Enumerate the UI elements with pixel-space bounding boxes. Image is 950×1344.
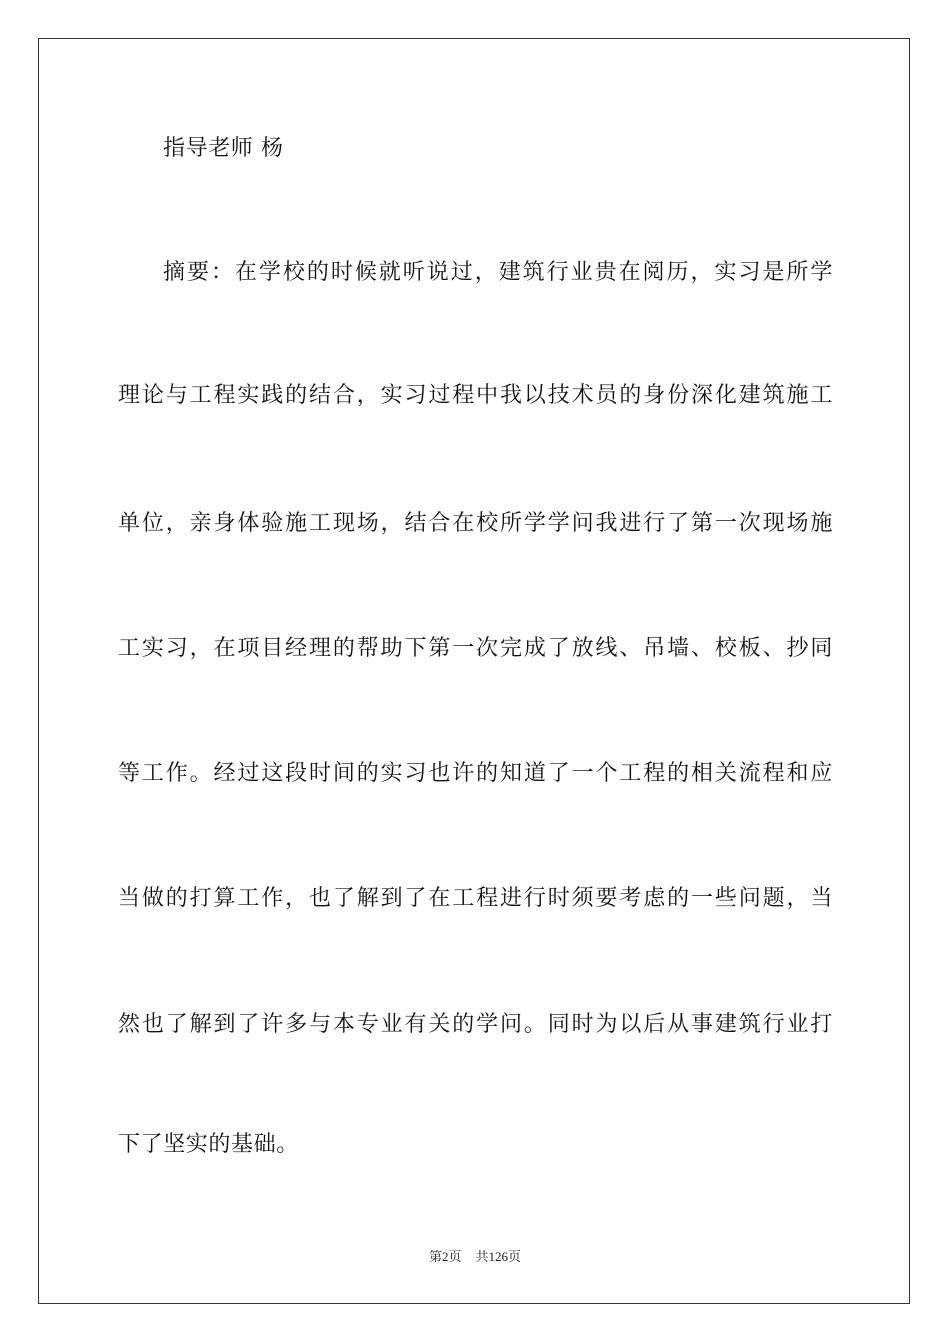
page-border <box>38 38 910 1304</box>
advisor-line: 指导老师 杨 <box>163 136 284 161</box>
abstract-line-5: 等工作。经过这段时间的实习也许的知道了一个工程的相关流程和应 <box>118 761 833 786</box>
page-footer <box>0 1246 950 1265</box>
abstract-line-6: 当做的打算工作，也了解到了在工程进行时须要考虑的一些问题，当 <box>118 886 833 911</box>
abstract-line-7: 然也了解到了许多与本专业有关的学问。同时为以后从事建筑行业打 <box>118 1012 833 1037</box>
abstract-line-3: 单位，亲身体验施工现场，结合在校所学学问我进行了第一次现场施 <box>118 511 833 536</box>
abstract-line-8: 下了坚实的基础。 <box>118 1132 299 1157</box>
abstract-line-1: 摘要：在学校的时候就听说过，建筑行业贵在阅历，实习是所学 <box>163 260 833 285</box>
abstract-line-4: 工实习，在项目经理的帮助下第一次完成了放线、吊墙、校板、抄同 <box>118 636 833 661</box>
abstract-line-2: 理论与工程实践的结合，实习过程中我以技术员的身份深化建筑施工 <box>118 383 833 408</box>
page-number: 第2页 <box>428 1249 462 1264</box>
page-total: 共126页 <box>475 1249 522 1264</box>
